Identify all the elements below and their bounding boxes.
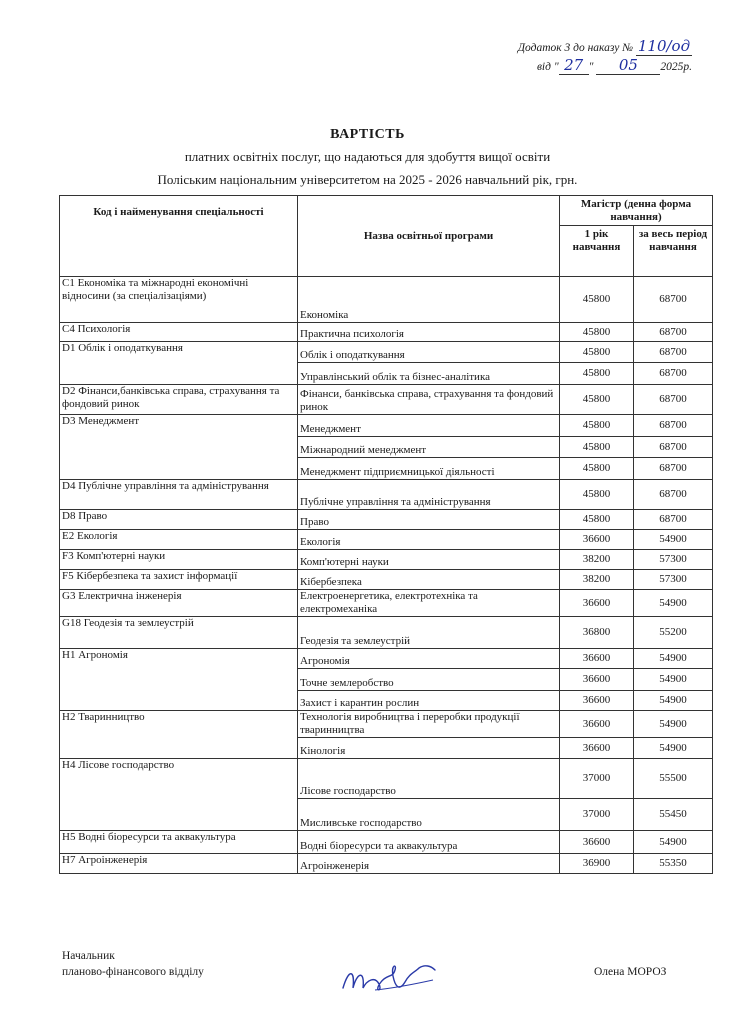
year1-price-cell: 45800 (560, 415, 634, 437)
header-program: Назва освітньої програми (298, 196, 560, 277)
order-number: 110/од (637, 37, 691, 55)
specialty-cell: D8 Право (60, 510, 298, 530)
specialty-cell: Н5 Водні біоресурси та аквакультура (60, 831, 298, 854)
program-cell: Агроінженерія (298, 854, 560, 874)
total-price-cell: 68700 (634, 415, 713, 437)
program-cell: Право (298, 510, 560, 530)
tuition-table (59, 195, 713, 874)
table-row (60, 617, 713, 649)
specialty-cell: D1 Облік і оподаткування (60, 342, 298, 385)
total-price-cell: 55200 (634, 617, 713, 649)
total-price-cell: 54900 (634, 711, 713, 738)
year1-price-cell: 45800 (560, 510, 634, 530)
date-month: 05 (596, 57, 660, 75)
program-cell: Фінанси, банківська справа, страхування та фондовий ринок (298, 385, 560, 415)
annex-line-1 (518, 38, 692, 57)
table-row (60, 590, 713, 617)
total-price-cell: 68700 (634, 437, 713, 458)
specialty-cell: D4 Публічне управління та адміністрування (60, 480, 298, 510)
specialty-cell: G3 Електрична інженерія (60, 590, 298, 617)
header-total: за весь період навчання (634, 226, 713, 277)
year1-price-cell: 45800 (560, 277, 634, 323)
annex-label: Додаток 3 до наказу № (517, 42, 634, 54)
program-cell: Екологія (298, 530, 560, 550)
year1-price-cell: 36600 (560, 738, 634, 759)
specialty-cell: Е2 Екологія (60, 530, 298, 550)
total-price-cell: 68700 (634, 458, 713, 480)
program-cell: Міжнародний менеджмент (298, 437, 560, 458)
program-cell: Управлінський облік та бізнес-аналітика (298, 363, 560, 385)
table-row (60, 480, 713, 510)
table-row (60, 323, 713, 342)
document-subtitle-2: Поліським національним університетом на 2025 - 2026 навчальний рік, грн. (157, 172, 578, 187)
table-row (60, 649, 713, 669)
specialty-cell: F5 Кібербезпека та захист інформації (60, 570, 298, 590)
program-cell: Комп'ютерні науки (298, 550, 560, 570)
total-price-cell: 68700 (634, 510, 713, 530)
date-year: 2025р. (660, 61, 692, 73)
document-title: ВАРТІСТЬ (330, 127, 405, 142)
program-cell: Менеджмент підприємницької діяльності (298, 458, 560, 480)
year1-price-cell: 38200 (560, 550, 634, 570)
year1-price-cell: 36600 (560, 530, 634, 550)
specialty-cell: F3 Комп'ютерні науки (60, 550, 298, 570)
total-price-cell: 54900 (634, 738, 713, 759)
total-price-cell: 68700 (634, 480, 713, 510)
table-row (60, 550, 713, 570)
total-price-cell: 55500 (634, 759, 713, 799)
table-row (60, 854, 713, 874)
year1-price-cell: 36600 (560, 649, 634, 669)
program-cell: Менеджмент (298, 415, 560, 437)
program-cell: Публічне управління та адміністрування (298, 480, 560, 510)
program-cell: Технологія виробництва і переробки продукції тваринництва (298, 711, 560, 738)
total-price-cell: 54900 (634, 691, 713, 711)
year1-price-cell: 37000 (560, 759, 634, 799)
year1-price-cell: 36800 (560, 617, 634, 649)
program-cell: Водні біоресурси та аквакультура (298, 831, 560, 854)
header-master: Магістр (денна форма навчання) (560, 196, 713, 226)
program-cell: Агрономія (298, 649, 560, 669)
table-row (60, 759, 713, 799)
program-cell: Електроенергетика, електротехніка та електромеханіка (298, 590, 560, 617)
year1-price-cell: 45800 (560, 363, 634, 385)
total-price-cell: 54900 (634, 669, 713, 691)
date-prefix: від " (536, 61, 559, 73)
year1-price-cell: 36900 (560, 854, 634, 874)
program-cell: Геодезія та землеустрій (298, 617, 560, 649)
program-cell: Лісове господарство (298, 759, 560, 799)
year1-price-cell: 45800 (560, 385, 634, 415)
program-cell: Облік і оподаткування (298, 342, 560, 363)
table-row (60, 831, 713, 854)
total-price-cell: 54900 (634, 831, 713, 854)
specialty-cell: С4 Психологія (60, 323, 298, 342)
table-body (60, 277, 713, 874)
year1-price-cell: 36600 (560, 711, 634, 738)
annex-line-2 (518, 57, 692, 76)
total-price-cell: 68700 (634, 363, 713, 385)
total-price-cell: 55450 (634, 799, 713, 831)
year1-price-cell: 45800 (560, 323, 634, 342)
year1-price-cell: 45800 (560, 458, 634, 480)
program-cell: Практична психологія (298, 323, 560, 342)
total-price-cell: 55350 (634, 854, 713, 874)
table-row (60, 342, 713, 363)
program-cell: Точне землеробство (298, 669, 560, 691)
handwritten-signature (335, 958, 445, 998)
specialty-cell: Н2 Тваринництво (60, 711, 298, 759)
table-row (60, 415, 713, 437)
year1-price-cell: 45800 (560, 480, 634, 510)
program-cell: Кібербезпека (298, 570, 560, 590)
total-price-cell: 68700 (634, 385, 713, 415)
table-row (60, 385, 713, 415)
annex-block (518, 38, 692, 76)
program-cell: Кінологія (298, 738, 560, 759)
program-cell: Мисливське господарство (298, 799, 560, 831)
year1-price-cell: 36600 (560, 831, 634, 854)
year1-price-cell: 36600 (560, 669, 634, 691)
total-price-cell: 54900 (634, 590, 713, 617)
year1-price-cell: 37000 (560, 799, 634, 831)
header-year1: 1 рік навчання (560, 226, 634, 277)
total-price-cell: 68700 (634, 323, 713, 342)
table-row (60, 711, 713, 738)
year1-price-cell: 38200 (560, 570, 634, 590)
total-price-cell: 57300 (634, 570, 713, 590)
year1-price-cell: 36600 (560, 590, 634, 617)
document-subtitle-1: платних освітніх послуг, що надаються для здобуття вищої освіти (184, 149, 551, 164)
table-row (60, 510, 713, 530)
specialty-cell: D3 Менеджмент (60, 415, 298, 480)
specialty-cell: D2 Фінанси,банківська справа, страхування та фондовий ринок (60, 385, 298, 415)
specialty-cell: Н7 Агроінженерія (60, 854, 298, 874)
total-price-cell: 57300 (634, 550, 713, 570)
signatory-name: Олена МОРОЗ (594, 966, 667, 978)
specialty-cell: Н4 Лісове господарство (60, 759, 298, 831)
date-day: 27 (559, 57, 589, 75)
program-cell: Економіка (298, 277, 560, 323)
signatory-position-1: Начальник (62, 950, 115, 962)
year1-price-cell: 45800 (560, 437, 634, 458)
specialty-cell: С1 Економіка та міжнародні економічні відносини (за спеціалізаціями) (60, 277, 298, 323)
header-code: Код і найменування спеціальності (60, 196, 298, 277)
year1-price-cell: 36600 (560, 691, 634, 711)
table-row (60, 530, 713, 550)
total-price-cell: 54900 (634, 649, 713, 669)
total-price-cell: 68700 (634, 277, 713, 323)
date-quote: " (588, 61, 594, 73)
total-price-cell: 54900 (634, 530, 713, 550)
table-row (60, 570, 713, 590)
specialty-cell: Н1 Агрономія (60, 649, 298, 711)
year1-price-cell: 45800 (560, 342, 634, 363)
table-row (60, 277, 713, 323)
program-cell: Захист і карантин рослин (298, 691, 560, 711)
specialty-cell: G18 Геодезія та землеустрій (60, 617, 298, 649)
total-price-cell: 68700 (634, 342, 713, 363)
signatory-position-2: планово-фінансового відділу (62, 966, 204, 978)
